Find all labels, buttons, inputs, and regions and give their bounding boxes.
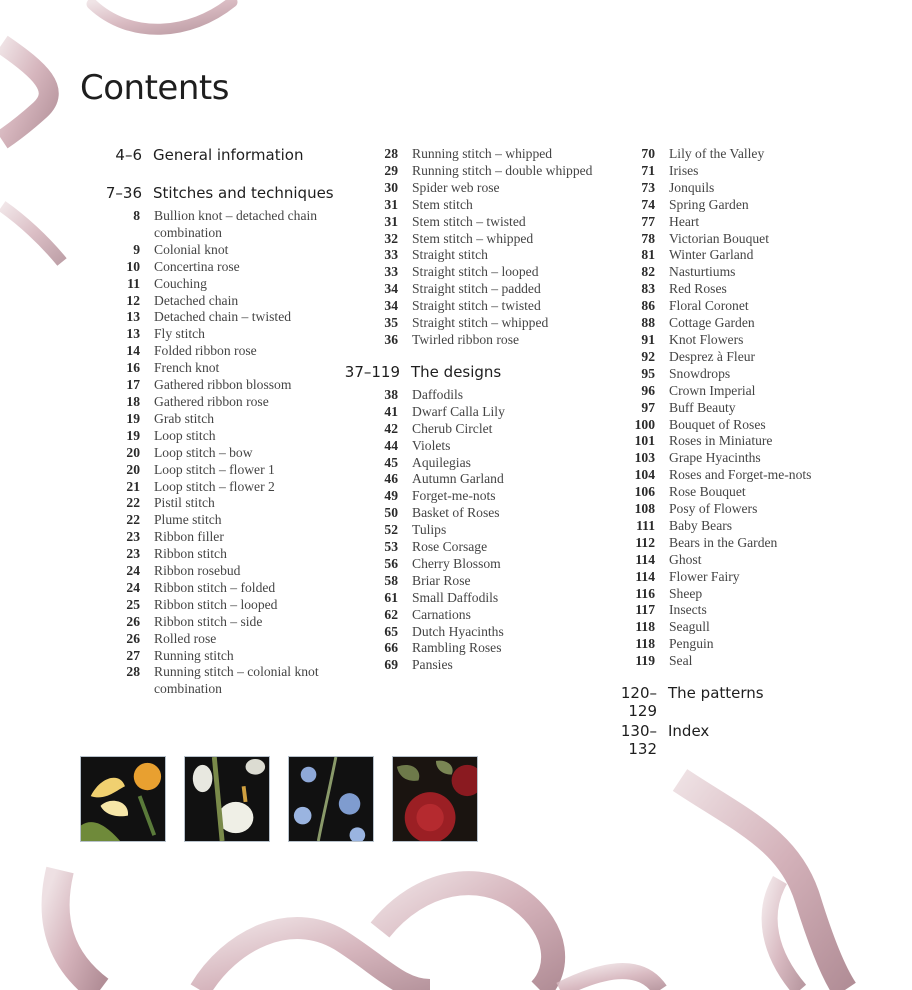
toc-entry-page: 23 <box>126 529 140 545</box>
toc-entry-title: Running stitch – whipped <box>412 146 553 161</box>
toc-entry-title: Daffodils <box>412 386 464 402</box>
toc-entry-title: Autumn Garland <box>412 471 504 487</box>
toc-entry <box>0 546 340 563</box>
toc-entry <box>340 247 600 264</box>
toc-entry-page: 19 <box>126 427 140 443</box>
toc-entry <box>598 467 898 484</box>
toc-entry <box>340 180 600 197</box>
toc-entry <box>598 501 898 518</box>
toc-entry <box>340 488 600 505</box>
toc-entry <box>340 505 600 522</box>
toc-entry <box>598 433 898 450</box>
toc-entry-title: Spider web rose <box>412 179 500 195</box>
toc-entry-title: Bullion knot – detached chain combination <box>154 208 318 240</box>
toc-entry-page: 56 <box>384 555 398 571</box>
contents-column-1 <box>0 146 340 698</box>
toc-entry <box>0 309 340 326</box>
toc-entry-title: Ribbon stitch – side <box>154 613 263 629</box>
toc-entry-page: 14 <box>126 343 140 359</box>
toc-entry <box>598 349 898 366</box>
toc-entry <box>0 326 340 343</box>
toc-section-range: 7–36 <box>105 184 142 202</box>
toc-entry <box>598 214 898 231</box>
toc-entry-title: Ribbon stitch <box>154 546 227 562</box>
toc-entry <box>340 471 600 488</box>
toc-entry <box>598 518 898 535</box>
toc-entry-page: 118 <box>635 619 655 635</box>
toc-entry-page: 108 <box>634 501 655 517</box>
toc-entry <box>0 394 340 411</box>
toc-entry-page: 78 <box>641 230 655 246</box>
toc-entry-title: Gathered ribbon blossom <box>154 377 292 393</box>
toc-entry-page: 26 <box>126 613 140 629</box>
toc-entry-page: 23 <box>126 546 140 562</box>
forget-me-nots-icon <box>288 756 374 842</box>
toc-entry-page: 70 <box>641 146 655 161</box>
toc-entry <box>598 400 898 417</box>
toc-entry <box>0 512 340 529</box>
toc-entry-title: Dwarf Calla Lily <box>412 403 505 419</box>
toc-entry-title: Carnations <box>412 606 471 622</box>
toc-entry <box>598 619 898 636</box>
contents-column-2 <box>340 146 600 674</box>
toc-entry-page: 42 <box>384 420 398 436</box>
toc-entry-page: 92 <box>641 348 655 364</box>
toc-entry <box>598 180 898 197</box>
toc-entry-title: Cherry Blossom <box>412 555 501 571</box>
toc-entry-title: Straight stitch – padded <box>412 281 541 297</box>
toc-entry-title: Couching <box>154 275 207 291</box>
toc-entry-page: 16 <box>126 360 140 376</box>
toc-entry-page: 45 <box>384 454 398 470</box>
toc-entry <box>340 455 600 472</box>
toc-entry-title: Forget-me-nots <box>412 488 496 504</box>
toc-entry-page: 22 <box>126 495 140 511</box>
toc-entry-page: 116 <box>635 585 655 601</box>
toc-entry-title: Sheep <box>669 585 703 601</box>
toc-entry-page: 34 <box>384 281 398 297</box>
toc-entry <box>340 281 600 298</box>
toc-section-heading <box>598 722 898 759</box>
toc-section-title: The designs <box>411 362 502 381</box>
toc-entry-page: 26 <box>126 630 140 646</box>
toc-entry <box>340 607 600 624</box>
toc-entry-page: 95 <box>641 365 655 381</box>
toc-entry-title: Snowdrops <box>669 365 731 381</box>
toc-section-heading <box>0 184 340 208</box>
toc-entry <box>0 411 340 428</box>
toc-entry <box>340 573 600 590</box>
toc-entry <box>598 264 898 281</box>
toc-entry <box>340 590 600 607</box>
toc-entry-page: 35 <box>384 315 398 331</box>
toc-entry <box>598 417 898 434</box>
toc-section-title: The patterns <box>668 684 764 703</box>
toc-entry-page: 10 <box>126 258 140 274</box>
contents-column-3 <box>598 146 898 759</box>
toc-entry <box>0 580 340 597</box>
toc-entry-page: 66 <box>384 640 398 656</box>
toc-entry-page: 117 <box>635 602 655 618</box>
toc-entry <box>598 552 898 569</box>
toc-entry <box>598 535 898 552</box>
page-title: Contents <box>80 68 229 108</box>
toc-entry <box>598 383 898 400</box>
toc-entry <box>0 529 340 546</box>
toc-entry-page: 118 <box>635 636 655 652</box>
toc-entry-page: 58 <box>384 572 398 588</box>
toc-entry-title: Running stitch <box>154 647 234 663</box>
toc-entry-page: 17 <box>126 377 140 393</box>
toc-section-title: Stitches and techniques <box>153 184 334 202</box>
toc-entry <box>0 479 340 496</box>
toc-entry-page: 77 <box>641 213 655 229</box>
toc-entry-title: Violets <box>412 437 451 453</box>
toc-entry-title: Running stitch – colonial knot combination <box>154 664 319 697</box>
toc-entry-title: Rose Bouquet <box>669 484 746 500</box>
toc-entry <box>340 657 600 674</box>
toc-entry-title: Straight stitch – whipped <box>412 315 549 331</box>
toc-entry-title: Aquilegias <box>412 454 471 470</box>
toc-entry-page: 91 <box>641 331 655 347</box>
toc-entry <box>340 624 600 641</box>
toc-entry-page: 112 <box>635 534 655 550</box>
toc-entry-title: Pistil stitch <box>154 495 215 511</box>
toc-entry <box>598 484 898 501</box>
toc-entry-page: 19 <box>126 410 140 426</box>
toc-entry-title: Seagull <box>669 619 710 635</box>
toc-entry-title: Stem stitch <box>412 196 473 212</box>
toc-entry-page: 50 <box>384 505 398 521</box>
toc-entry <box>598 315 898 332</box>
toc-entry <box>340 640 600 657</box>
toc-entry-page: 20 <box>126 444 140 460</box>
toc-entry <box>598 602 898 619</box>
toc-entry-page: 104 <box>634 467 655 483</box>
toc-entry-title: Detached chain <box>154 292 239 308</box>
toc-entry <box>340 214 600 231</box>
toc-entry-title: Jonquils <box>669 179 715 195</box>
toc-entry <box>340 539 600 556</box>
toc-entry-title: Tulips <box>412 522 447 538</box>
toc-entry-page: 69 <box>384 657 398 673</box>
toc-entry-page: 30 <box>384 179 398 195</box>
toc-entry-page: 32 <box>384 230 398 246</box>
red-roses-icon <box>392 756 478 842</box>
toc-entry-title: Ribbon stitch – folded <box>154 579 276 595</box>
toc-entry <box>598 636 898 653</box>
toc-entry-page: 65 <box>384 623 398 639</box>
toc-entry-title: Loop stitch – flower 2 <box>154 478 275 494</box>
toc-entry <box>0 293 340 310</box>
toc-entry-page: 74 <box>641 196 655 212</box>
toc-entry-title: Running stitch – double whipped <box>412 162 593 178</box>
toc-entry-title: Grab stitch <box>154 410 215 426</box>
toc-entry-title: Floral Coronet <box>669 298 749 314</box>
toc-entry <box>340 315 600 332</box>
toc-entry <box>340 298 600 315</box>
toc-entry-title: Knot Flowers <box>669 331 744 347</box>
toc-entry <box>598 197 898 214</box>
toc-entry-title: Stem stitch – twisted <box>412 213 526 229</box>
toc-entry-title: Posy of Flowers <box>669 501 758 517</box>
toc-entry-page: 71 <box>641 162 655 178</box>
toc-entry <box>598 366 898 383</box>
toc-entry-page: 49 <box>384 488 398 504</box>
toc-entry-title: Red Roses <box>669 281 727 297</box>
toc-entry-page: 103 <box>634 450 655 466</box>
toc-entry-page: 111 <box>636 517 655 533</box>
toc-entry <box>0 563 340 580</box>
toc-entry <box>0 631 340 648</box>
toc-section-heading <box>598 684 898 721</box>
toc-section <box>340 363 600 674</box>
toc-entry <box>598 298 898 315</box>
toc-entry-page: 25 <box>126 596 140 612</box>
toc-entry-title: Rolled rose <box>154 630 217 646</box>
toc-entry-title: French knot <box>154 360 220 376</box>
toc-entry-title: Loop stitch <box>154 427 216 443</box>
toc-entry <box>598 569 898 586</box>
toc-entry <box>0 664 340 698</box>
toc-entry-title: Straight stitch – looped <box>412 264 539 280</box>
toc-entry-title: Seal <box>669 653 693 669</box>
toc-entry-title: Folded ribbon rose <box>154 343 257 359</box>
toc-entry-title: Bouquet of Roses <box>669 416 766 432</box>
toc-section-range: 130–132 <box>620 722 657 759</box>
toc-entry-page: 52 <box>384 522 398 538</box>
toc-entry-title: Penguin <box>669 636 714 652</box>
toc-entry-title: Insects <box>669 602 707 618</box>
toc-entry-title: Fly stitch <box>154 326 205 342</box>
toc-entry-title: Heart <box>669 213 700 229</box>
toc-entry-title: Basket of Roses <box>412 505 500 521</box>
toc-entry <box>0 597 340 614</box>
calla-lily-icon <box>184 756 270 842</box>
toc-entry-page: 13 <box>126 326 140 342</box>
toc-entry-title: Crown Imperial <box>669 382 756 398</box>
toc-entry <box>0 462 340 479</box>
toc-entry-title: Loop stitch – bow <box>154 444 253 460</box>
toc-section <box>598 684 898 721</box>
toc-entry-page: 96 <box>641 382 655 398</box>
toc-entry <box>598 247 898 264</box>
toc-entry <box>0 343 340 360</box>
toc-entry <box>598 332 898 349</box>
toc-entry-title: Straight stitch – twisted <box>412 298 541 314</box>
toc-entry-page: 114 <box>635 568 655 584</box>
toc-entry-page: 101 <box>634 433 655 449</box>
toc-entry-title: Dutch Hyacinths <box>412 623 504 639</box>
toc-entry-title: Irises <box>669 162 699 178</box>
toc-entry <box>598 231 898 248</box>
toc-entry-title: Cherub Circlet <box>412 420 493 436</box>
toc-entry-page: 18 <box>126 393 140 409</box>
toc-entry-title: Detached chain – twisted <box>154 309 292 325</box>
toc-entry <box>340 404 600 421</box>
toc-entry <box>598 146 898 163</box>
toc-entry-page: 20 <box>126 461 140 477</box>
toc-entry-page: 21 <box>126 478 140 494</box>
toc-entry <box>340 332 600 349</box>
toc-entry-title: Rambling Roses <box>412 640 502 656</box>
toc-entry-page: 31 <box>384 196 398 212</box>
toc-entry-page: 31 <box>384 213 398 229</box>
toc-entry-title: Gathered ribbon rose <box>154 393 269 409</box>
toc-entry <box>340 387 600 404</box>
toc-entry-title: Winter Garland <box>669 247 754 263</box>
toc-entry-page: 24 <box>126 579 140 595</box>
toc-entry-title: Colonial knot <box>154 241 229 257</box>
toc-entry-page: 28 <box>126 664 140 680</box>
toc-entry-page: 97 <box>641 399 655 415</box>
toc-section <box>598 722 898 759</box>
toc-section-heading <box>0 146 340 170</box>
toc-entry-page: 100 <box>634 416 655 432</box>
toc-entry-page: 119 <box>635 653 655 669</box>
toc-entry <box>598 586 898 603</box>
toc-entry-page: 44 <box>384 437 398 453</box>
toc-entry-title: Cottage Garden <box>669 315 755 331</box>
toc-entry-title: Lily of the Valley <box>669 146 765 161</box>
toc-entry-page: 13 <box>126 309 140 325</box>
toc-section-range: 4–6 <box>115 146 142 164</box>
toc-entry-page: 82 <box>641 264 655 280</box>
toc-entry <box>340 438 600 455</box>
toc-entry-page: 11 <box>127 275 140 291</box>
toc-entry <box>598 163 898 180</box>
toc-entry <box>0 242 340 259</box>
toc-entry-page: 24 <box>126 563 140 579</box>
toc-entry <box>0 377 340 394</box>
toc-entry-title: Baby Bears <box>669 517 733 533</box>
toc-entry-title: Victorian Bouquet <box>669 230 769 246</box>
toc-entry <box>0 614 340 631</box>
toc-entry-page: 73 <box>641 179 655 195</box>
toc-section-title: Index <box>668 722 710 741</box>
toc-entry <box>340 146 600 163</box>
toc-entry-title: Nasturtiums <box>669 264 736 280</box>
toc-section-range: 120–129 <box>620 684 657 721</box>
toc-entry-title: Bears in the Garden <box>669 534 778 550</box>
toc-entry <box>340 522 600 539</box>
toc-entry <box>0 208 340 242</box>
toc-entry <box>0 428 340 445</box>
toc-entry-title: Desprez à Fleur <box>669 348 756 364</box>
toc-entry-page: 88 <box>641 315 655 331</box>
toc-entry-title: Ghost <box>669 551 702 567</box>
toc-entry-page: 36 <box>384 331 398 347</box>
toc-entry-title: Flower Fairy <box>669 568 740 584</box>
toc-entry <box>340 163 600 180</box>
toc-entry-page: 34 <box>384 298 398 314</box>
toc-entry <box>340 197 600 214</box>
toc-entry-page: 27 <box>126 647 140 663</box>
toc-entry-title: Stem stitch – whipped <box>412 230 534 246</box>
toc-entry <box>0 648 340 665</box>
toc-entry <box>0 445 340 462</box>
toc-section-heading <box>340 363 600 387</box>
toc-entry <box>340 421 600 438</box>
toc-entry <box>0 259 340 276</box>
toc-entry <box>598 653 898 670</box>
toc-entry-title: Roses and Forget-me-nots <box>669 467 812 483</box>
toc-entry-page: 81 <box>641 247 655 263</box>
toc-entry-title: Buff Beauty <box>669 399 736 415</box>
toc-entry-title: Pansies <box>412 657 453 673</box>
daffodils-icon <box>80 756 166 842</box>
toc-entry-page: 83 <box>641 281 655 297</box>
toc-entry-page: 22 <box>126 512 140 528</box>
toc-entry-title: Ribbon rosebud <box>154 563 241 579</box>
toc-entry-title: Spring Garden <box>669 196 749 212</box>
toc-entry <box>340 556 600 573</box>
toc-entry-page: 41 <box>384 403 398 419</box>
toc-entry-page: 33 <box>384 247 398 263</box>
toc-entry-title: Straight stitch <box>412 247 488 263</box>
toc-entry-title: Loop stitch – flower 1 <box>154 461 275 477</box>
toc-entry-page: 62 <box>384 606 398 622</box>
toc-entry <box>340 264 600 281</box>
toc-entry-page: 8 <box>133 208 140 223</box>
toc-section <box>0 184 340 698</box>
toc-entry-page: 53 <box>384 539 398 555</box>
toc-entry-title: Roses in Miniature <box>669 433 773 449</box>
toc-entry-title: Ribbon filler <box>154 529 224 545</box>
toc-entry-title: Small Daffodils <box>412 589 499 605</box>
toc-entry-page: 86 <box>641 298 655 314</box>
toc-entry-title: Twirled ribbon rose <box>412 331 520 347</box>
toc-section-range: 37–119 <box>344 362 400 381</box>
toc-entry-page: 61 <box>384 589 398 605</box>
toc-entry <box>0 276 340 293</box>
toc-entry-page: 29 <box>384 162 398 178</box>
toc-entry-page: 33 <box>384 264 398 280</box>
toc-entry-page: 106 <box>634 484 655 500</box>
toc-entry <box>598 281 898 298</box>
toc-section <box>0 146 340 170</box>
toc-entry-title: Ribbon stitch – looped <box>154 596 278 612</box>
toc-entry-page: 114 <box>635 551 655 567</box>
toc-entry-page: 46 <box>384 471 398 487</box>
toc-entry-page: 38 <box>384 386 398 402</box>
toc-entry-page: 28 <box>384 146 398 161</box>
toc-entry <box>340 231 600 248</box>
toc-entry <box>598 450 898 467</box>
toc-entry-title: Grape Hyacinths <box>669 450 761 466</box>
toc-entry-title: Briar Rose <box>412 572 471 588</box>
toc-entry-title: Plume stitch <box>154 512 222 528</box>
toc-entry <box>0 360 340 377</box>
toc-entry <box>0 495 340 512</box>
toc-entry-title: Rose Corsage <box>412 539 488 555</box>
toc-section-title: General information <box>153 146 304 164</box>
toc-entry-page: 9 <box>133 241 140 257</box>
toc-entry-page: 12 <box>126 292 140 308</box>
toc-entry-title: Concertina rose <box>154 258 240 274</box>
